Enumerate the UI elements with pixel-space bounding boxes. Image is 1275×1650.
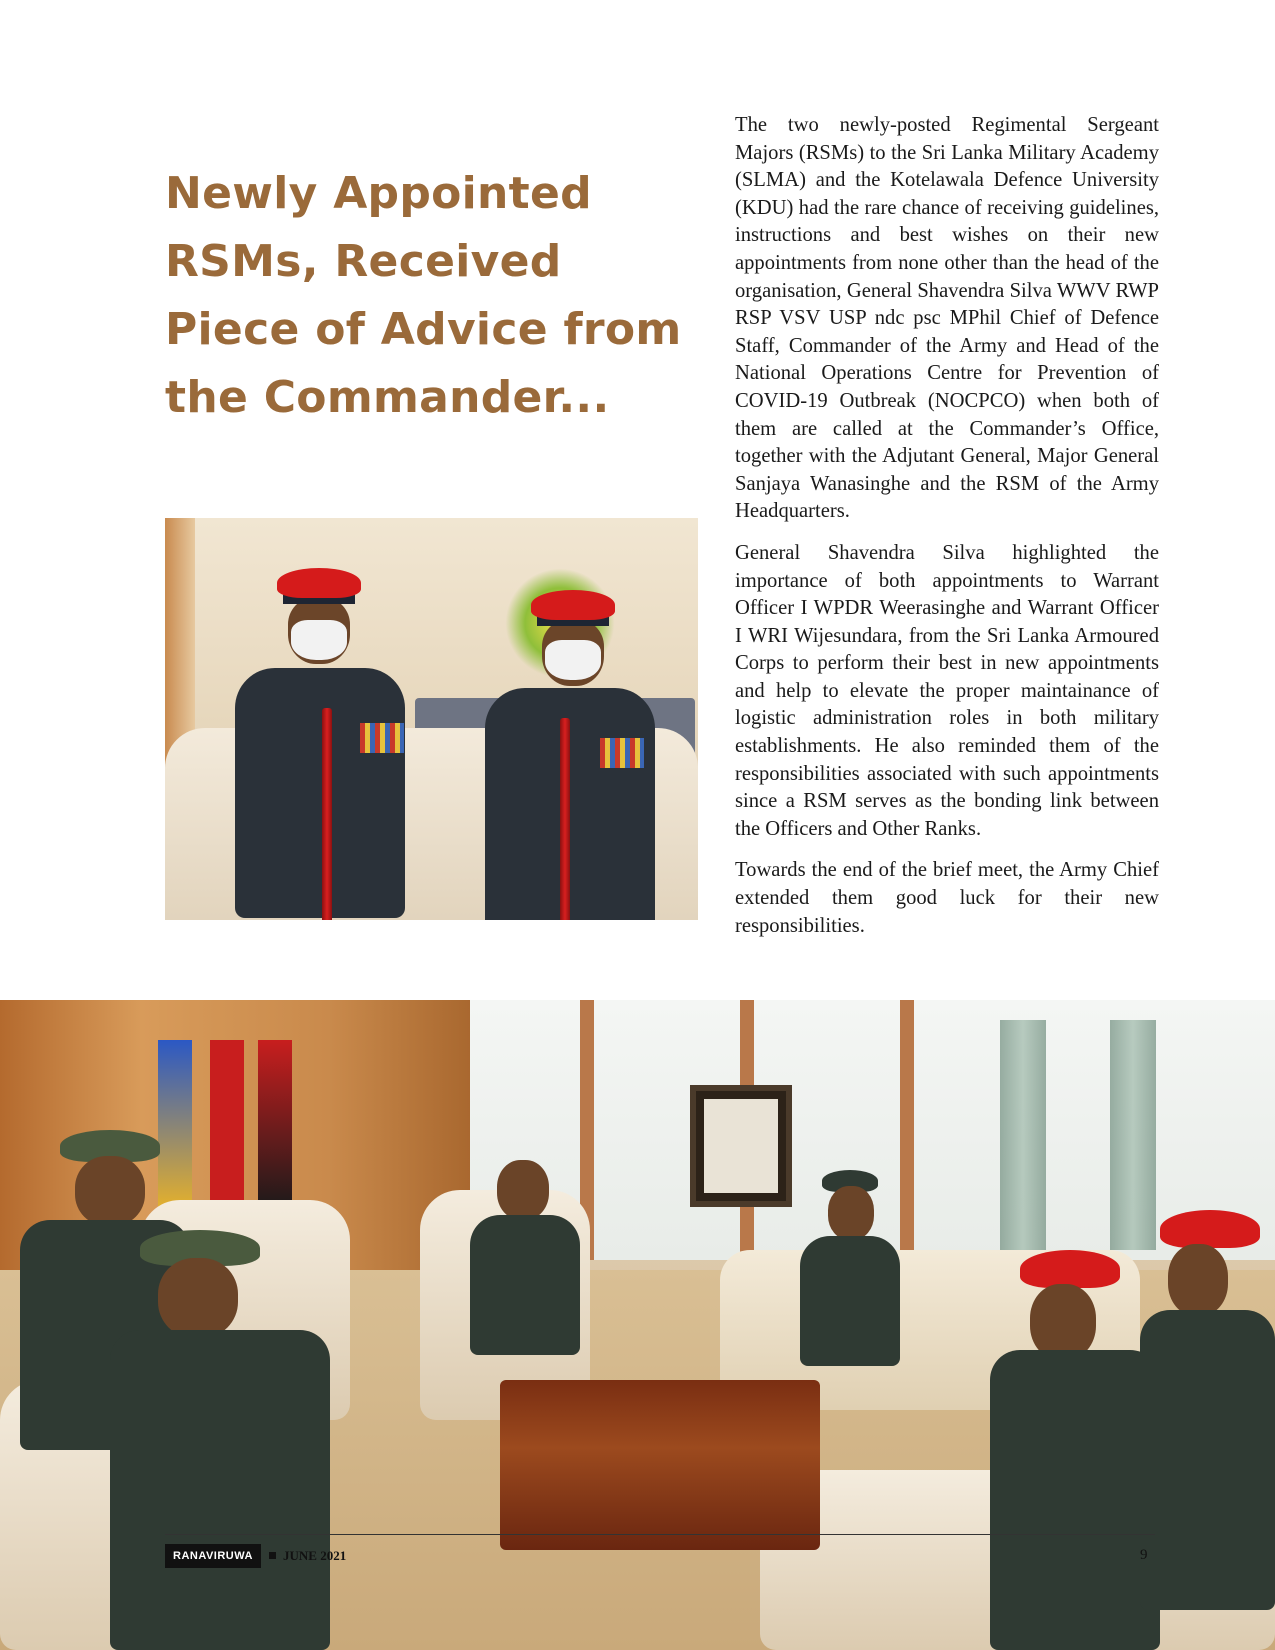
flag xyxy=(158,1040,192,1210)
footer-separator xyxy=(269,1552,276,1559)
terrace-pillar xyxy=(1110,1020,1156,1250)
soldier-right xyxy=(450,578,680,920)
flag xyxy=(258,1040,292,1210)
framed-portrait xyxy=(690,1085,792,1207)
flag xyxy=(210,1040,244,1210)
rsms-seated-photo xyxy=(165,518,698,920)
window-mullion xyxy=(900,1000,914,1260)
magazine-name: RANAVIRUWA xyxy=(165,1544,261,1568)
article-headline: Newly Appointed RSMs, Received Piece of Advice from the Commander... xyxy=(165,168,682,423)
coffee-table xyxy=(500,1380,820,1550)
article-paragraph: Towards the end of the brief meet, the Army Chief extended them good luck for their new responsibilities. xyxy=(735,859,1159,937)
issue-date: JUNE 2021 xyxy=(283,1548,347,1563)
article-paragraph: General Shavendra Silva highlighted the importance of both appointments to Warrant Officer I WPDR Weerasinghe and Warrant Officer I WRI Wijesundara, from the Sri Lanka Armoured Corps to perform their best in new appointments and help to elevate the proper maintainance of logistic administration roles in both military establishments. He also reminded them of the responsibilities associated with such appointments since a RSM serves as the bonding link between the Officers and Other Ranks. xyxy=(735,541,1159,840)
terrace-pillar xyxy=(1000,1020,1046,1250)
footer-rule xyxy=(165,1534,1155,1535)
page-number: 9 xyxy=(1140,1547,1148,1563)
article-paragraph: The two newly-posted Regimental Sergeant Majors (RSMs) to the Sri Lanka Military Academy (SLMA) and the Kotelawala Defence University (KDU) had the rare chance of receiving guidelines, instructions and best wishes on their new appointments from none other than the head of the organisation, General Shavendra Silva WWV RWP RSP VSV USP ndc psc MPhil Chief of Defence Staff, Commander of the Army and Head of the National Operations Centre for Prevention of COVID-19 Outbreak (NOCPCO) when both of them are called at the Commander’s Office, together with the Adjutant General, Major General Sanjaya Wanasinghe and the RSM of the Army Headquarters. xyxy=(735,114,1159,523)
article-body xyxy=(735,112,1159,954)
soldier-left xyxy=(210,558,430,920)
